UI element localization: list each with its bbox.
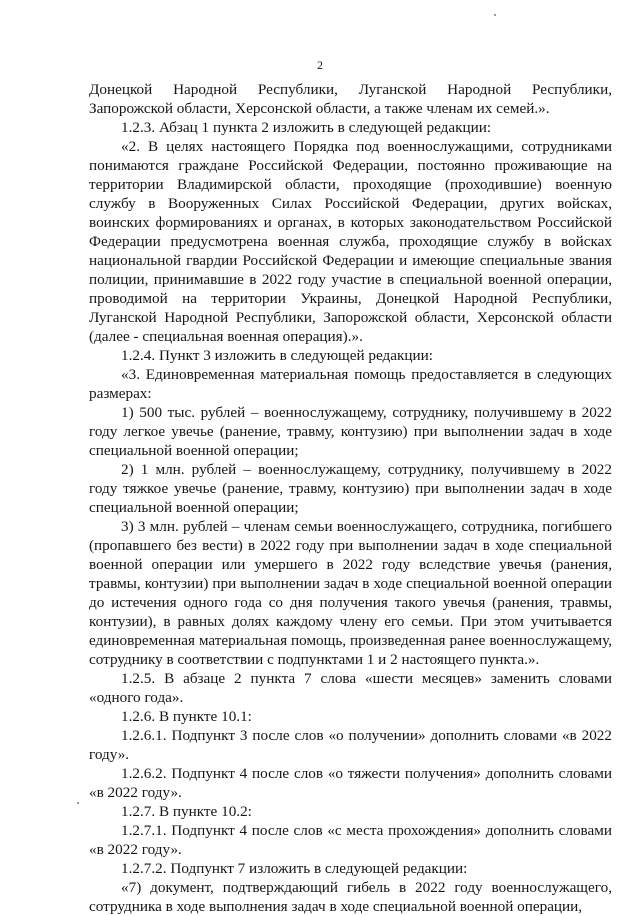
paragraph: «7) документ, подтверждающий гибель в 2022 году военнослужащего, сотрудника в ходе выполнения задач в ходе специальной военной операции, xyxy=(89,879,612,915)
paragraph: 1.2.6. В пункте 10.1: xyxy=(121,708,252,725)
paragraph: 1.2.3. Абзац 1 пункта 2 изложить в следующей редакции: xyxy=(121,119,492,136)
paragraph: 1.2.7.2. Подпункт 7 изложить в следующей редакции: xyxy=(121,860,468,877)
document-body xyxy=(89,80,612,916)
page-number: 2 xyxy=(317,58,323,72)
paragraph: Донецкой Народной Республики, Луганской Народной Республики, Запорожской области, Херсонской области, а также членам их семей.». xyxy=(89,81,612,117)
scan-speck xyxy=(77,802,79,804)
paragraph: 1.2.4. Пункт 3 изложить в следующей редакции: xyxy=(121,347,434,364)
paragraph: «2. В целях настоящего Порядка под военнослужащими, сотрудниками понимаются граждане Российской Федерации, постоянно проживающие на территории Владимирской области, проходящие (проходившие) военную службу в Вооруженных Силах Российской Федерации, других войсках, воинских формированиях и органах, в которых законодательством Российской Федерации предусмотрена военная служба, проходящие службу в войсках национальной гвардии Российской Федерации и имеющие специальные звания полиции, принимавшие в 2022 году участие в специальной военной операции, проводимой на территории Украины, Донецкой Народной Республики, Луганской Народной Республики, Запорожской области, Херсонской области (далее - специальная военная операция).». xyxy=(89,138,612,345)
scan-speck xyxy=(494,14,496,16)
paragraph: 1) 500 тыс. рублей – военнослужащему, сотруднику, получившему в 2022 году легкое увечье (ранение, травму, контузию) при выполнении задач в ходе специальной военной операции; xyxy=(89,404,612,459)
paragraph: 1.2.5. В абзаце 2 пункта 7 слова «шести месяцев» заменить словами «одного года». xyxy=(89,670,612,706)
paragraph: «3. Единовременная материальная помощь предоставляется в следующих размерах: xyxy=(89,366,612,402)
paragraph: 1.2.7.1. Подпункт 4 после слов «с места прохождения» дополнить словами «в 2022 году». xyxy=(89,822,612,858)
paragraph: 1.2.6.1. Подпункт 3 после слов «о получении» дополнить словами «в 2022 году». xyxy=(89,727,612,763)
paragraph: 3) 3 млн. рублей – членам семьи военнослужащего, сотрудника, погибшего (пропавшего без вести) в 2022 году при выполнении задач в ходе специальной военной операции или умершего в 2022 году вследствие увечья (ранения, травмы, контузии) при выполнении задач в ходе специальной военной операции до истечения одного года со дня получения такого увечья (ранения, травмы, контузии), в равных долях каждому члену его семьи. При этом учитывается единовременная материальная помощь, произведенная ранее военнослужащему, сотруднику в соответствии с подпунктами 1 и 2 настоящего пункта.». xyxy=(89,518,612,668)
paragraph: 2) 1 млн. рублей – военнослужащему, сотруднику, получившему в 2022 году тяжкое увечье (ранение, травму, контузию) при выполнении задач в ходе специальной военной операции; xyxy=(89,461,612,516)
paragraph: 1.2.7. В пункте 10.2: xyxy=(121,803,252,820)
paragraph: 1.2.6.2. Подпункт 4 после слов «о тяжести получения» дополнить словами «в 2022 году». xyxy=(89,765,612,801)
